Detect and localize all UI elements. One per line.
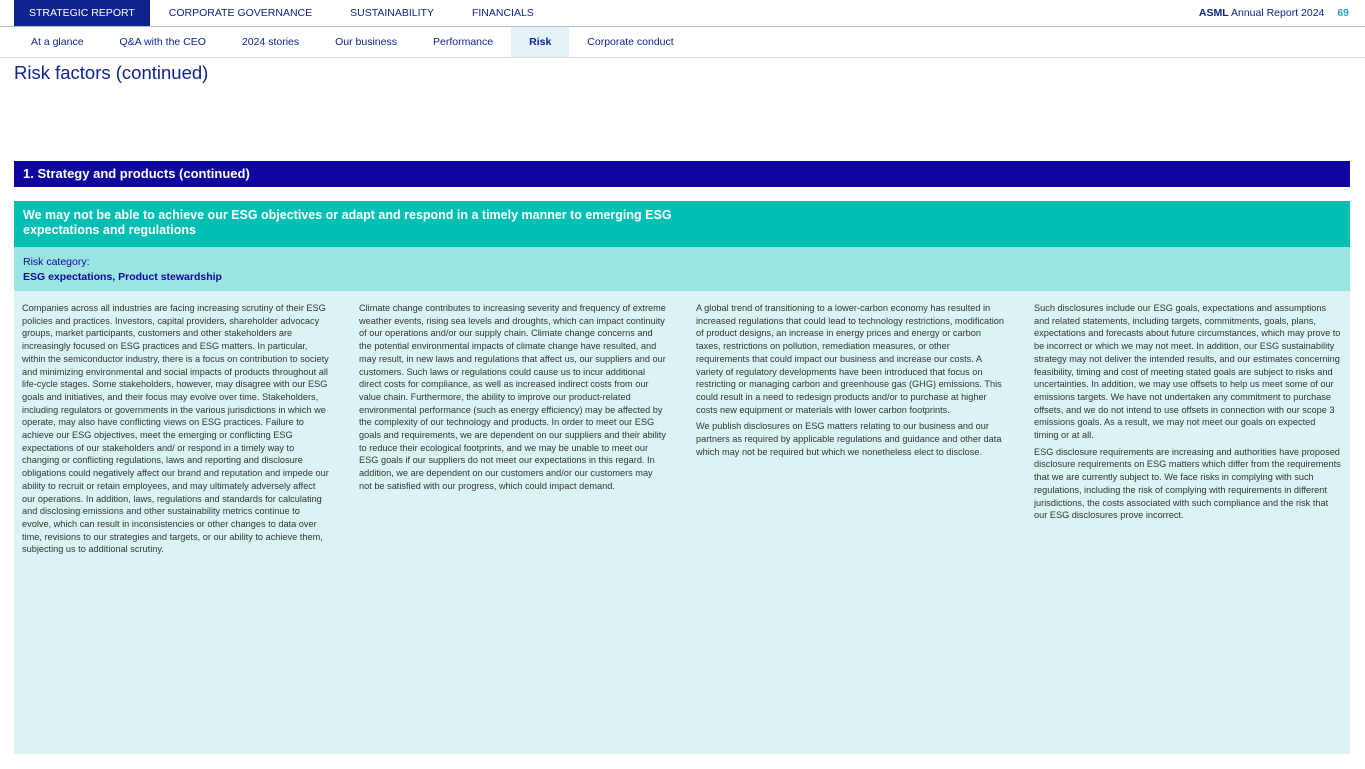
brand-name: ASML — [1198, 7, 1229, 19]
subtab-risk[interactable]: Risk — [511, 27, 569, 57]
tab-financials[interactable]: FINANCIALS — [471, 7, 534, 19]
report-header-info — [1199, 0, 1365, 27]
section-heading: 1. Strategy and products (continued) — [14, 161, 1350, 187]
risk-category-box — [14, 247, 1350, 291]
text-column-1 — [22, 302, 330, 560]
subtab-corporate-conduct[interactable]: Corporate conduct — [587, 36, 674, 48]
risk-title-box — [14, 201, 1350, 247]
paragraph: Such disclosures include our ESG goals, expectations and assumptions and related statements, including targets, commitments, goals, plans, expectations and forecasts about future circumstances, which may prove to be incorrect or which we may not meet. In addition, our ESG sustainability strategy may not deliver the intended results, and our estimates concerning feasibility, timing and cost of meeting stated goals are subject to risks and uncertainties. In addition, we may use offsets to help us meet some of our emissions targets. We have not undertaken any commitment to purchase offsets, and we do not intend to use offsets in connection with our scope 3 emissions goals. As a result, we may not meet our goals on expected timing or at all. — [1034, 303, 1341, 441]
subtab-performance[interactable]: Performance — [433, 36, 494, 48]
report-label: Annual Report 2024 — [1230, 7, 1325, 19]
paragraph: We publish disclosures on ESG matters relating to our business and our partners as required by applicable regulations and guidance and other data which may not be required but which we nonetheless elect to disclose. — [696, 421, 1002, 457]
text-column-4 — [1034, 302, 1342, 526]
tab-sustainability[interactable]: SUSTAINABILITY — [350, 7, 434, 19]
paragraph: ESG disclosure requirements are increasing and authorities have proposed disclosure requirements on ESG matters which differ from the requirements that we are currently subject to. We face risks in complying with such regulations, including the risk of complying with requirements in different jurisdictions, the costs associated with such compliance and the risk that our ESG disclosures prove incorrect. — [1034, 446, 1341, 521]
paragraph: Companies across all industries are facing increasing scrutiny of their ESG policies and practices. Investors, capital providers, shareholder advocacy groups, market participants, customers and other stakeholders are increasingly focused on ESG practices and ESG matters. In particular, within the semiconductor industry, there is a focus on contribution to society and minimizing environmental and social impacts of products throughout all life-cycle stages. Some stakeholders, however, may disagree with our ESG goals and initiatives, and their focus may evolve over time. Stakeholders, including regulators or governments in the various jurisdictions in which we operate, may also have conflicting views on ESG practices. Failure to achieve our ESG objectives, meet the emerging or conflicting ESG expectations of our stakeholders and/ or respond in a timely way to changing or conflicting regulations, laws and reporting and disclosure obligations could negatively affect our brand and reputation and impede our ability to recruit or retain employees, and may ultimately adversely affect our operations. In addition, laws, regulations and standards for calculating and disclosing emissions and other sustainability metrics continue to evolve, which can result in inconsistencies or other changes to data over time, revisions to our strategies and targets, or our ability to achieve them, subjecting us to additional scrutiny. — [22, 303, 329, 555]
paragraph: A global trend of transitioning to a lower-carbon economy has resulted in increased regulations that could lead to technology restrictions, modification of product designs, an increase in energy prices and energy or carbon taxes, restrictions on pollution, remediation measures, or other requirements that could impact our business and increase our costs. A variety of regulatory developments have been introduced that focus on restricting or managing carbon and greenhouse gas (GHG) emissions. This could result in a need to redesign products and/or to purchase at higher costs new equipment or materials with lower carbon footprints. — [696, 303, 1004, 415]
paragraph: Climate change contributes to increasing severity and frequency of extreme weather events, rising sea levels and droughts, which can impact continuity of our operations and/or our supply chain. Climate change concerns and the potential environmental impacts of climate change have resulted, and may result, in new laws and regulations that affect us, our suppliers and our customers. Such laws or regulations could cause us to incur additional direct costs for compliance, as well as increased indirect costs from our value chain. Furthermore, the ability to improve our product-related environmental performance (such as energy efficiency) may be affected by the complexity of our technology and products. In order to meet our ESG goals and requirements, we are dependent on our suppliers and their ability to reduce their ecological footprints, and we may be unable to meet our ESG goals if our suppliers do not meet our expectations in this regard. In addition, we are dependent on our customers and/or our customers may not be satisfied with our progress, which could impact demand. — [359, 303, 666, 491]
tab-corporate-governance[interactable]: CORPORATE GOVERNANCE — [168, 7, 313, 19]
risk-title: We may not be able to achieve our ESG objectives or adapt and respond in a timely manner to emerging ESG expectations and regulations — [23, 208, 672, 237]
page-title: Risk factors (continued) — [14, 62, 209, 83]
text-column-3 — [696, 302, 1004, 462]
risk-description-panel — [14, 291, 1350, 754]
page-number: 69 — [1337, 7, 1349, 19]
tab-strategic-report[interactable]: STRATEGIC REPORT — [14, 0, 150, 26]
risk-category-label: Risk category: — [23, 256, 90, 268]
subtab-our-business[interactable]: Our business — [335, 36, 397, 48]
sub-navigation — [0, 27, 1365, 58]
subtab-qa-with-ceo[interactable]: Q&A with the CEO — [119, 36, 206, 48]
subtab-at-a-glance[interactable]: At a glance — [31, 36, 84, 48]
subtab-2024-stories[interactable]: 2024 stories — [241, 36, 300, 48]
text-column-2 — [359, 302, 667, 497]
risk-category-value: ESG expectations, Product stewardship — [23, 271, 222, 283]
top-navigation — [0, 0, 1365, 27]
